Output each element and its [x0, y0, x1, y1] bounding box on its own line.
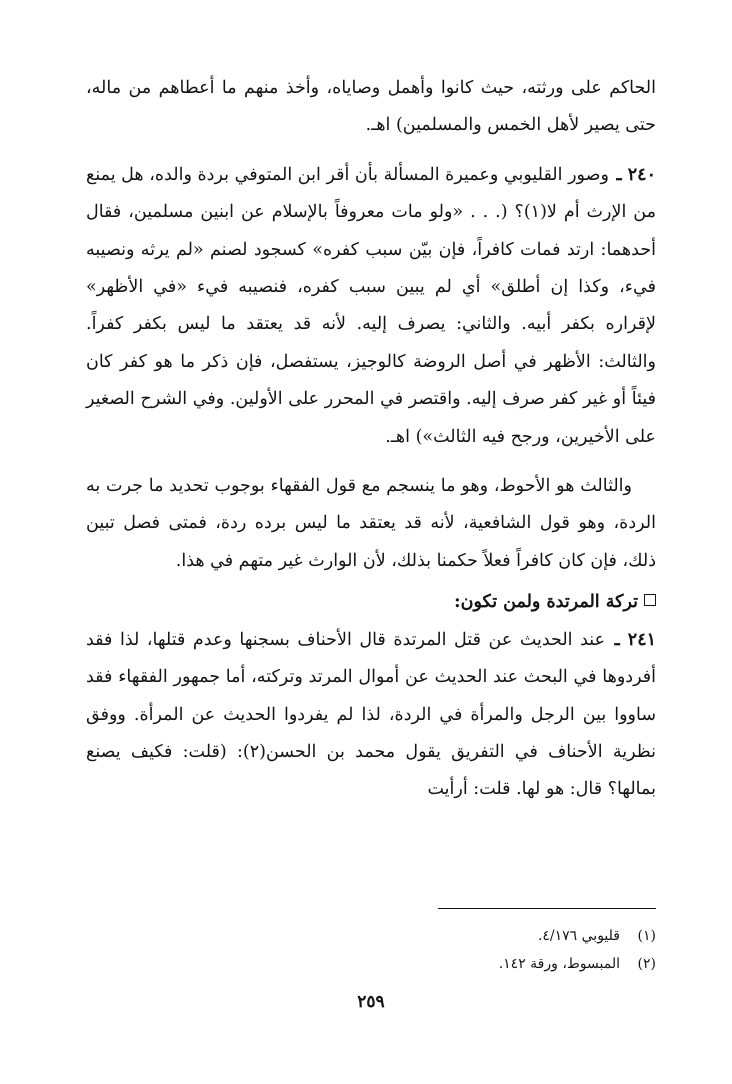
- page-number: ٢٥٩: [357, 992, 385, 1012]
- paragraph-text: عند الحديث عن قتل المرتدة قال الأحناف بسجنها وعدم قتلها، لذا فقد أفردوها في البحث عند الحديث عن أموال المرتد وتركته، أما جمهور الفقهاء فقد ساووا بين الرجل والمرأة في الردة، لذا لم يفردوا الحديث عن المرأة. ووفق نظرية الأحناف في التفريق يقول محمد بن الحسن(٢): (قلت: فكيف يصنع بمالها؟ قال: هو لها. قلت: أرأيت: [86, 629, 656, 800]
- footnote-text: قليوبي ٤/١٧٦.: [537, 928, 620, 944]
- footnote-item: [86, 950, 656, 978]
- paragraph-text: وصور القليوبي وعميرة المسألة بأن أقر ابن المتوفي بردة والده، هل يمنع من الإرث أم لا(١)؟ (. . . «ولو مات معروفاً بالإسلام عن ابنين مسلمين، فقال أحدهما: ارتد فمات كافراً، فإن بيّن سبب كفره» كسجود لصنم «لم يرثه ونصيبه فيء، وكذا إن أطلق» أي لم يبين سبب كفره، فنصيبه فيء «في الأظهر» لإقراره بكفر أبيه. والثاني: يصرف إليه. لأنه قد يعتقد ما ليس بكفر كفراً. والثالث: الأظهر في أصل الروضة كالوجيز، يستفصل، فإن ذكر ما هو كفر كان فيئاً أو غير كفر صرف إليه. واقتصر في المحرر على الأولين. وفي الشرح الصغير على الأخيرين، ورجح فيه الثالث») اهـ.: [86, 164, 656, 447]
- footnote-text: المبسوط، ورقة ١٤٢.: [498, 956, 620, 972]
- footnote-number: (١): [637, 928, 656, 944]
- paragraph-text: الحاكم على ورثته، حيث كانوا وأهمل وصاياه، وأخذ منهم ما أعطاهم من ماله، حتى يصير لأهل الخمس والمسلمين) اهـ.: [86, 78, 656, 136]
- footnote-divider: [438, 908, 656, 909]
- footnote-number: (٢): [637, 956, 656, 972]
- footnotes: [86, 922, 656, 978]
- section-heading-text: تركة المرتدة ولمن تكون:: [454, 592, 638, 613]
- paragraph-number: ٢٤١ ـ: [614, 629, 656, 650]
- paragraph-commentary: [86, 468, 656, 580]
- square-bullet-icon: [644, 594, 656, 606]
- paragraph-241: [86, 622, 656, 809]
- paragraph-number: ٢٤٠ ـ: [616, 164, 656, 185]
- paragraph-text: والثالث هو الأحوط، وهو ما ينسجم مع قول الفقهاء بوجوب تحديد ما جرت به الردة، وهو قول الشافعية، لأنه قد يعتقد ما ليس برده ردة، فمتى فصل تبين ذلك، فإن كان كافراً فعلاً حكمنا بذلك، لأن الوارث غير متهم في هذا.: [86, 476, 656, 571]
- paragraph-continuation: [86, 70, 656, 145]
- section-heading: [86, 584, 656, 621]
- paragraph-240: [86, 157, 656, 456]
- footnote-item: [86, 922, 656, 950]
- book-page: [86, 70, 656, 1050]
